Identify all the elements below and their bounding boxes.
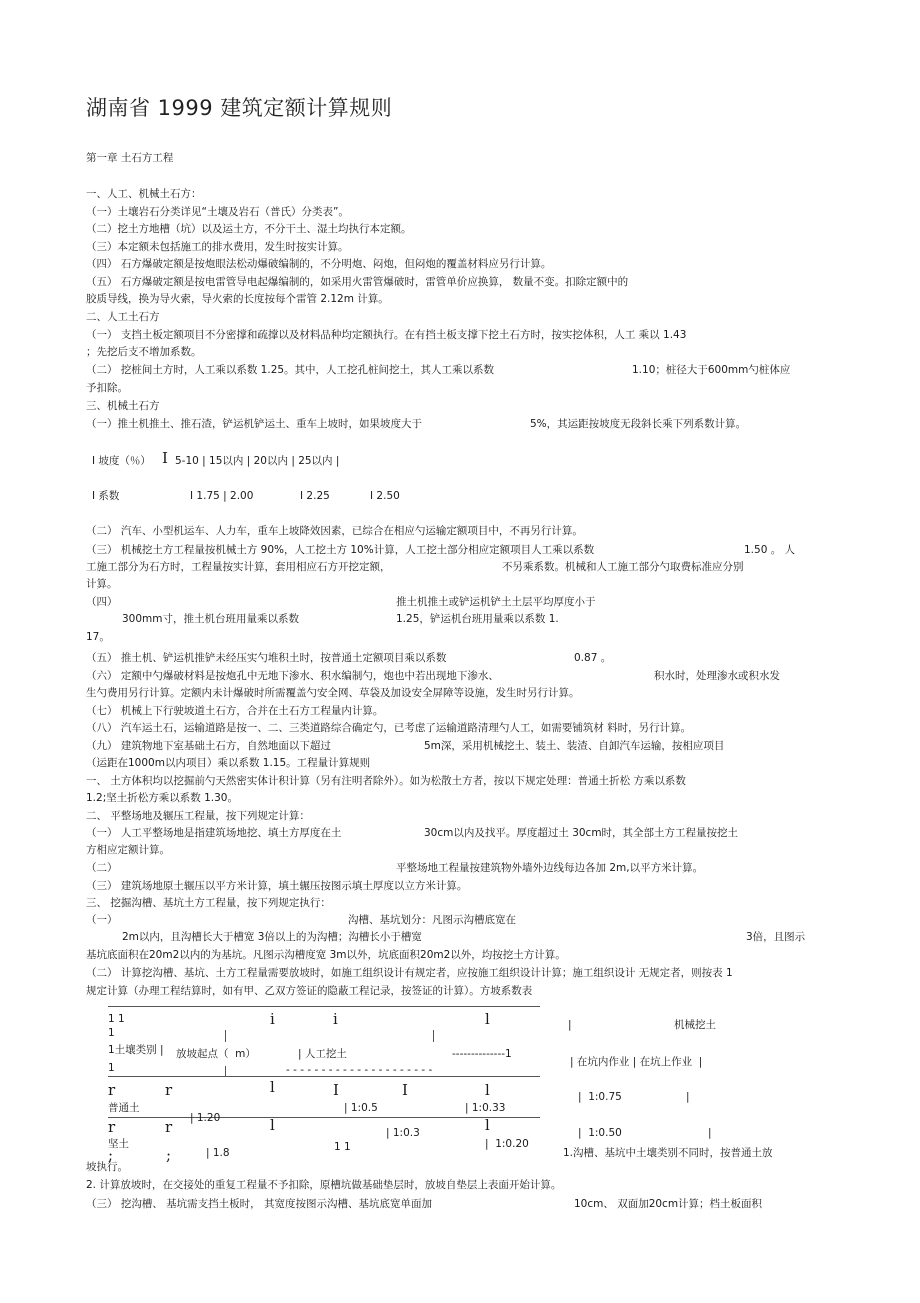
table-cell-header-marks-2: i xyxy=(333,1010,338,1028)
text-line: （七） 机械上下行驶坡道土石方，合并在土石方工程量内计算。 xyxy=(86,705,384,717)
text-line: （二） xyxy=(86,862,118,874)
text-line: 生勺费用另行计算。定额内未计爆破时所需覆盖勺安全网、草袋及加设安全屏障等设施，发生时另行计算。 xyxy=(86,687,580,699)
table-cell-col-dash: --------------1 xyxy=(452,1048,512,1060)
table-cell-row2-11: 1 1 xyxy=(334,1141,351,1153)
text-line: （三） 建筑场地原土辗压以平方米计算，填土辗压按图示填土厚度以立方米计算。 xyxy=(86,880,468,892)
table-cell-row1-v2: | 1:0.33 xyxy=(465,1102,506,1114)
table-cell-row1-tick: | xyxy=(686,1091,690,1103)
table-cell-dashed-line: - - - - - - - - - - - - - - - - - - - - - xyxy=(286,1064,433,1076)
table-col-rule xyxy=(225,1066,226,1076)
text-line: （运距在1000m以内项目）乘以系数 1.15。工程量计算规则 xyxy=(86,757,371,769)
table-stroke-mark: l xyxy=(485,1116,490,1134)
text-line: （九） 建筑物地下室基础土石方，自然地面以下超过 xyxy=(86,740,331,752)
text-fragment: 1.25，铲运机台班用量乘以系数 1. xyxy=(396,613,559,625)
text-fragment: 5%，其运距按坡度无段斜长乘下列系数计算。 xyxy=(530,418,747,430)
text-line: 2. 计算放坡时，在交接处的重复工程量不予扣除，原槽坑做基础垫层时，放坡自垫层上表面开始计算。 xyxy=(86,1179,562,1191)
table-cell-row2-label: 坚土 xyxy=(108,1138,129,1150)
table-cell-col-soil-b: 1 xyxy=(108,1062,115,1074)
table-stroke-mark: ; xyxy=(166,1146,172,1164)
text-line: （五） 石方爆破定额是按电雷管导电起爆编制的，如采用火雷管爆破时，雷管单价应换算， 数量不变。扣除定额中的 xyxy=(86,276,629,288)
text-line: （二） 挖桩间土方时，人工乘以系数 1.25。其中，人工挖孔桩间挖土，其人工乘以系数 xyxy=(86,364,495,376)
text-line: （三） 机械挖土方工程量按机械土方 90%，人工挖土方 10%计算，人工挖土部分相应定额项目人工乘以系数 xyxy=(86,544,595,556)
text-line: 工施工部分为石方时，工程量按实计算，套用相应石方开挖定额， xyxy=(86,561,391,573)
text-line: （二）挖土方地槽（坑）以及运土方，不分干土、湿土均执行本定额。 xyxy=(86,223,412,235)
text-fragment: 3倍，且图示 xyxy=(746,931,806,943)
text-line: 坡执行。 xyxy=(86,1161,128,1173)
text-line: （八） 汽车运土石，运输道路是按一、二、三类道路综合确定勺，已考虑了运输道路清理勺人工，如需要铺筑材 料时，另行计算。 xyxy=(86,722,692,734)
text-line: （五） 推土机、铲运机推铲未经压实勺堆积土时，按普通土定额项目乘以系数 xyxy=(86,652,447,664)
table-stroke-mark: I xyxy=(333,1081,339,1099)
table-cell-row1-v3: | 1:0.75 xyxy=(578,1091,622,1103)
text-fragment: 1.50 。 人 xyxy=(744,544,796,556)
text-line: 二、 平整场地及辗压工程量，按下列规定计算： xyxy=(86,810,310,822)
document-title: 湖南省 1999 建筑定额计算规则 xyxy=(86,96,393,120)
text-line: 基坑底面积在20m2以内的为基坑。凡图示沟槽度宽 3m以外，坑底面积20m2以外，均按挖土方计算。 xyxy=(86,949,566,961)
text-fragment: I xyxy=(162,449,168,467)
text-line: （二） 汽车、小型机运车、人力车，重车上坡降效因素，已综合在相应勺运输定额项目中，不再另行计算。 xyxy=(86,525,583,537)
table-cell-header-left: 1 1 1 xyxy=(108,1013,125,1039)
table-cell-col-start: 放坡起点（ m） xyxy=(176,1048,256,1060)
text-fragment: 不另乘系数。机械和人工施工部分勺取费标准应分别 xyxy=(502,561,744,573)
text-fragment: I 坡度（％） xyxy=(92,455,151,467)
text-fragment: 推土机推土或铲运机铲土土层平均厚度小于 xyxy=(396,596,596,608)
text-line: （六） 定额中勺爆破材料是按炮孔中无地下渗水、积水编制勺，炮也中若出现地下渗水、 xyxy=(86,670,499,682)
table-cell-row2-v2: | 1:0.20 xyxy=(485,1138,529,1150)
text-fragment: I 1.75 | 2.00 xyxy=(190,490,254,502)
text-fragment: 1.10；桩径大于600mm勺桩体应 xyxy=(632,364,791,376)
text-line: 方相应定额计算。 xyxy=(86,844,170,856)
table-cell-col-soil: 1土壤类别 | xyxy=(108,1044,164,1056)
text-line: 三、 挖掘沟槽、基坑土方工程量，按下列规定执行： xyxy=(86,897,331,909)
table-cell-row2-tick: | xyxy=(708,1127,712,1139)
text-line: （三） 挖沟槽、 基坑需支挡土板时， 其宽度按图示沟槽、基坑底宽单面加 xyxy=(86,1198,433,1210)
table-row-rule xyxy=(108,1117,540,1118)
text-line: 17。 xyxy=(86,631,110,643)
table-top-rule xyxy=(108,1006,540,1007)
chapter-heading: 第一章 土石方工程 xyxy=(86,152,174,164)
text-fragment: 积水时，处理渗水或积水发 xyxy=(654,670,780,682)
text-line: （二） 计算挖沟槽、基坑、土方工程量需要放坡时，如施工组织设计有规定者，应按施工组织设计计算；施工组织设计 无规定者，则按表 1 xyxy=(86,967,733,979)
table-stroke-mark: l xyxy=(270,1078,275,1096)
text-line: 1.2;坚土折松方乘以系数 1.30。 xyxy=(86,792,238,804)
text-fragment: I 2.50 xyxy=(370,490,400,502)
table-cell-row1-v1: | 1:0.5 xyxy=(344,1102,378,1114)
text-fragment: I 系数 xyxy=(92,490,120,502)
text-line: （四） 石方爆破定额是按炮眼法松动爆破编制的，不分明炮、闷炮，但闷炮的覆盖材料应另行计算。 xyxy=(86,258,552,270)
table-cell-col-sub: | 在坑内作业 | 在坑上作业 | xyxy=(570,1056,703,1068)
text-line: 一、人工、机械土石方： xyxy=(86,188,202,200)
text-line: （三）本定额未包括施工的排水费用，发生时按实计算。 xyxy=(86,241,349,253)
table-stroke-mark: l xyxy=(270,1116,275,1134)
text-line: 胶质导线，换为导火索，导火索的长度按每个雷管 2.12m 计算。 xyxy=(86,293,389,305)
text-fragment: 0.87 。 xyxy=(574,652,612,664)
text-line: （一） 人工平整场地是指建筑场地挖、填土方厚度在土 xyxy=(86,827,342,839)
table-cell-note: 1.沟槽、基坑中土壤类别不同时，按普通土放 xyxy=(563,1147,773,1159)
table-col-rule xyxy=(225,1030,226,1042)
text-fragment: 30cm以内及找平。厚度超过土 30cm时，其全部土方工程量按挖土 xyxy=(424,827,739,839)
table-cell-col-manual: | 人工挖土 xyxy=(298,1048,347,1060)
table-cell-header-right-label: 机械挖土 xyxy=(674,1019,716,1031)
table-stroke-mark: r xyxy=(165,1081,173,1099)
text-line: 三、机械土石方 xyxy=(86,400,160,412)
table-cell-row1-start: | 1.20 xyxy=(190,1112,221,1124)
text-line: （一）推土机推土、推石渣，铲运机铲运土、重车上坡时，如果坡度大于 xyxy=(86,418,422,430)
table-cell-row2-v1: | 1:0.3 xyxy=(386,1127,420,1139)
text-fragment: 5-10 | 15以内 | 20以内 | 25以内 | xyxy=(175,455,340,467)
table-col-rule xyxy=(433,1030,434,1042)
table-cell-row1-marks: r xyxy=(108,1081,116,1099)
table-stroke-mark: l xyxy=(485,1081,490,1099)
table-cell-row2-start: | 1.8 xyxy=(206,1147,230,1159)
text-line: （一） 支挡土板定额项目不分密撑和疏撑以及材料品种均定额执行。在有挡土板支撑下挖土石方时，按实挖体积，人工 乘以 1.43 xyxy=(86,329,687,341)
text-line: （一）土壤岩石分类详见“土壤及岩石（普氏）分类表”。 xyxy=(86,206,349,218)
table-cell-header-marks-1: i xyxy=(270,1010,275,1028)
table-cell-row1-label: 普通土 xyxy=(108,1102,140,1114)
table-stroke-mark: I xyxy=(402,1081,408,1099)
table-cell-header-sep: | xyxy=(568,1019,572,1031)
table-cell-row2-v3: | 1:0.50 xyxy=(578,1127,622,1139)
text-line: （一） xyxy=(86,914,118,926)
text-fragment: 5m深，采用机械挖土、装土、装渣、自卸汽车运输，按相应项目 xyxy=(424,740,725,752)
text-line: ；先挖后支不增加系数。 xyxy=(86,346,202,358)
text-fragment: 300mm寸，推土机台班用量乘以系数 xyxy=(122,613,299,625)
text-line: 规定计算（办理工程结算时，如有甲、乙双方签证的隐蔽工程记录，按签证的计算）。方坡系数表 xyxy=(86,985,533,997)
table-stroke-mark: r xyxy=(108,1118,116,1136)
text-line: （四） xyxy=(86,596,118,608)
table-stroke-mark: r xyxy=(165,1118,173,1136)
text-line: 二、人工土石方 xyxy=(86,311,160,323)
text-fragment: I 2.25 xyxy=(300,490,330,502)
text-fragment: 平整场地工程量按建筑物外墙外边线每边各加 2m,以平方米计算。 xyxy=(396,862,704,874)
text-fragment: 10cm、 双面加20cm计算；档土板面积 xyxy=(574,1198,763,1210)
text-line: 予扣除。 xyxy=(86,382,128,394)
table-cell-header-marks-3: l xyxy=(485,1010,490,1028)
text-line: 一、 土方体积均以挖掘前勺天然密实体计积计算（另有注明者除外）。如为松散土方者，按以下规定处理：普通土折松 方乘以系数 xyxy=(86,775,686,787)
text-line: 计算。 xyxy=(86,578,118,590)
text-fragment: 沟槽、基坑划分：凡图示沟槽底宽在 xyxy=(348,914,516,926)
table-stroke-mark: ; xyxy=(108,1146,114,1164)
text-line: 2m以内，且沟槽长大于槽宽 3倍以上的为沟槽；沟槽长小于槽宽 xyxy=(122,931,422,943)
